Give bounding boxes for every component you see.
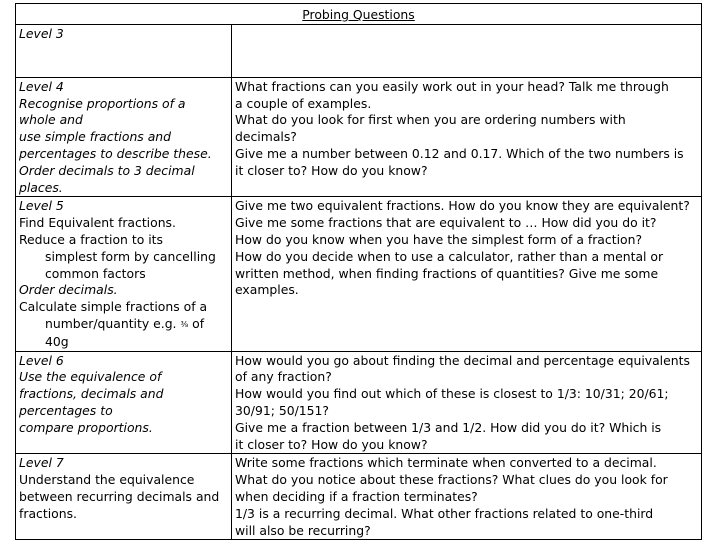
level-7-descriptor-line: between recurring decimals and bbox=[19, 488, 220, 504]
level-7-question-line: will also be recurring? bbox=[235, 522, 371, 538]
level-7-descriptor-line: Understand the equivalence bbox=[19, 472, 195, 488]
level-5-example-of: of bbox=[192, 315, 205, 331]
level-5-question-line: How do you decide when to use a calculator, rather than a mental or bbox=[235, 248, 664, 264]
level-6-question-line: How would you find out which of these is closest to 1/3: 10/31; 20/61; bbox=[235, 386, 669, 402]
level-5-descriptor-line: common factors bbox=[45, 265, 146, 281]
level-6-descriptor-line: compare proportions. bbox=[19, 419, 153, 435]
level-3-row bbox=[16, 24, 702, 77]
level-4-row bbox=[16, 77, 702, 197]
probing-questions-table bbox=[15, 3, 702, 540]
level-4-descriptor-line: percentages to describe these. bbox=[19, 145, 212, 161]
level-5-descriptor-line: 40g bbox=[45, 333, 69, 349]
level-7-question-line: 1/3 is a recurring decimal. What other fractions related to one-third bbox=[235, 505, 654, 521]
level-5-descriptor-line: Reduce a fraction to its bbox=[19, 231, 163, 247]
level-7-question-line: when deciding if a fraction terminates? bbox=[235, 488, 478, 504]
level-4-descriptor-line: Recognise proportions of a bbox=[19, 95, 186, 111]
level-6-descriptor-cell bbox=[16, 351, 232, 454]
level-4-descriptor-cell bbox=[16, 77, 232, 197]
level-7-question-line: Write some fractions which terminate when converted to a decimal. bbox=[235, 455, 657, 471]
level-5-descriptor-line: Find Equivalent fractions. bbox=[19, 215, 176, 231]
level-5-question-line: examples. bbox=[235, 282, 299, 298]
level-5-questions-cell bbox=[232, 197, 702, 351]
level-6-question-line: it closer to? How do you know? bbox=[235, 436, 428, 452]
level-5-descriptor-line: Calculate simple fractions of a bbox=[19, 299, 208, 315]
level-4-descriptor-line: whole and bbox=[19, 112, 83, 128]
level-6-label: Level 6 bbox=[19, 352, 64, 368]
level-5-descriptor-line: simplest form by cancelling bbox=[45, 248, 216, 264]
level-4-question-line: decimals? bbox=[235, 129, 297, 145]
level-5-descriptor-line: Order decimals. bbox=[19, 282, 118, 298]
level-7-descriptor-line: fractions. bbox=[19, 505, 77, 521]
level-7-row bbox=[16, 454, 702, 540]
level-4-question-line: What do you look for first when you are ordering numbers with bbox=[235, 112, 626, 128]
level-6-descriptor-line: percentages to bbox=[19, 402, 113, 418]
level-4-questions-cell bbox=[232, 77, 702, 197]
level-5-example-text: number/quantity e.g. bbox=[45, 315, 177, 331]
level-5-descriptor-cell bbox=[16, 197, 232, 351]
table-title: Probing Questions bbox=[302, 7, 415, 22]
level-5-question-line: Give me two equivalent fractions. How do you know they are equivalent? bbox=[235, 198, 690, 214]
level-6-question-line: of any fraction? bbox=[235, 369, 332, 385]
header-cell bbox=[16, 4, 702, 25]
level-4-question-line: a couple of examples. bbox=[235, 95, 372, 111]
level-5-row bbox=[16, 197, 702, 351]
level-5-question-line: written method, when finding fractions of quantities? Give me some bbox=[235, 265, 659, 281]
header-row bbox=[16, 4, 702, 25]
level-4-question-line: What fractions can you easily work out in your head? Talk me through bbox=[235, 78, 669, 94]
level-7-question-line: What do you notice about these fractions? What clues do you look for bbox=[235, 472, 668, 488]
level-4-descriptor-line: places. bbox=[19, 179, 63, 195]
level-3-questions-cell bbox=[232, 24, 702, 77]
level-5-question-line: How do you know when you have the simplest form of a fraction? bbox=[235, 231, 643, 247]
level-6-question-line: Give me a fraction between 1/3 and 1/2. How did you do it? Which is bbox=[235, 419, 662, 435]
level-6-question-line: How would you go about finding the decimal and percentage equivalents bbox=[235, 352, 690, 368]
level-4-label: Level 4 bbox=[19, 78, 64, 94]
level-7-label: Level 7 bbox=[19, 455, 64, 471]
level-4-descriptor-line: Order decimals to 3 decimal bbox=[19, 162, 195, 178]
level-3-label: Level 3 bbox=[19, 25, 64, 41]
three-eighths-fraction: ⅜ bbox=[180, 319, 189, 329]
level-7-questions-cell bbox=[232, 454, 702, 540]
level-6-row bbox=[16, 351, 702, 454]
level-6-descriptor-line: Use the equivalence of bbox=[19, 369, 162, 385]
level-7-descriptor-cell bbox=[16, 454, 232, 540]
level-4-descriptor-line: use simple fractions and bbox=[19, 129, 172, 145]
level-6-descriptor-line: fractions, decimals and bbox=[19, 386, 164, 402]
level-5-label: Level 5 bbox=[19, 198, 64, 214]
level-6-question-line: 30/91; 50/151? bbox=[235, 402, 329, 418]
level-4-question-line: Give me a number between 0.12 and 0.17. Which of the two numbers is bbox=[235, 145, 684, 161]
level-4-question-line: it closer to? How do you know? bbox=[235, 162, 428, 178]
level-5-example-line bbox=[19, 316, 228, 334]
level-3-descriptor-cell bbox=[16, 24, 232, 77]
level-6-questions-cell bbox=[232, 351, 702, 454]
level-5-question-line: Give me some fractions that are equivalent to … How did you do it? bbox=[235, 215, 657, 231]
